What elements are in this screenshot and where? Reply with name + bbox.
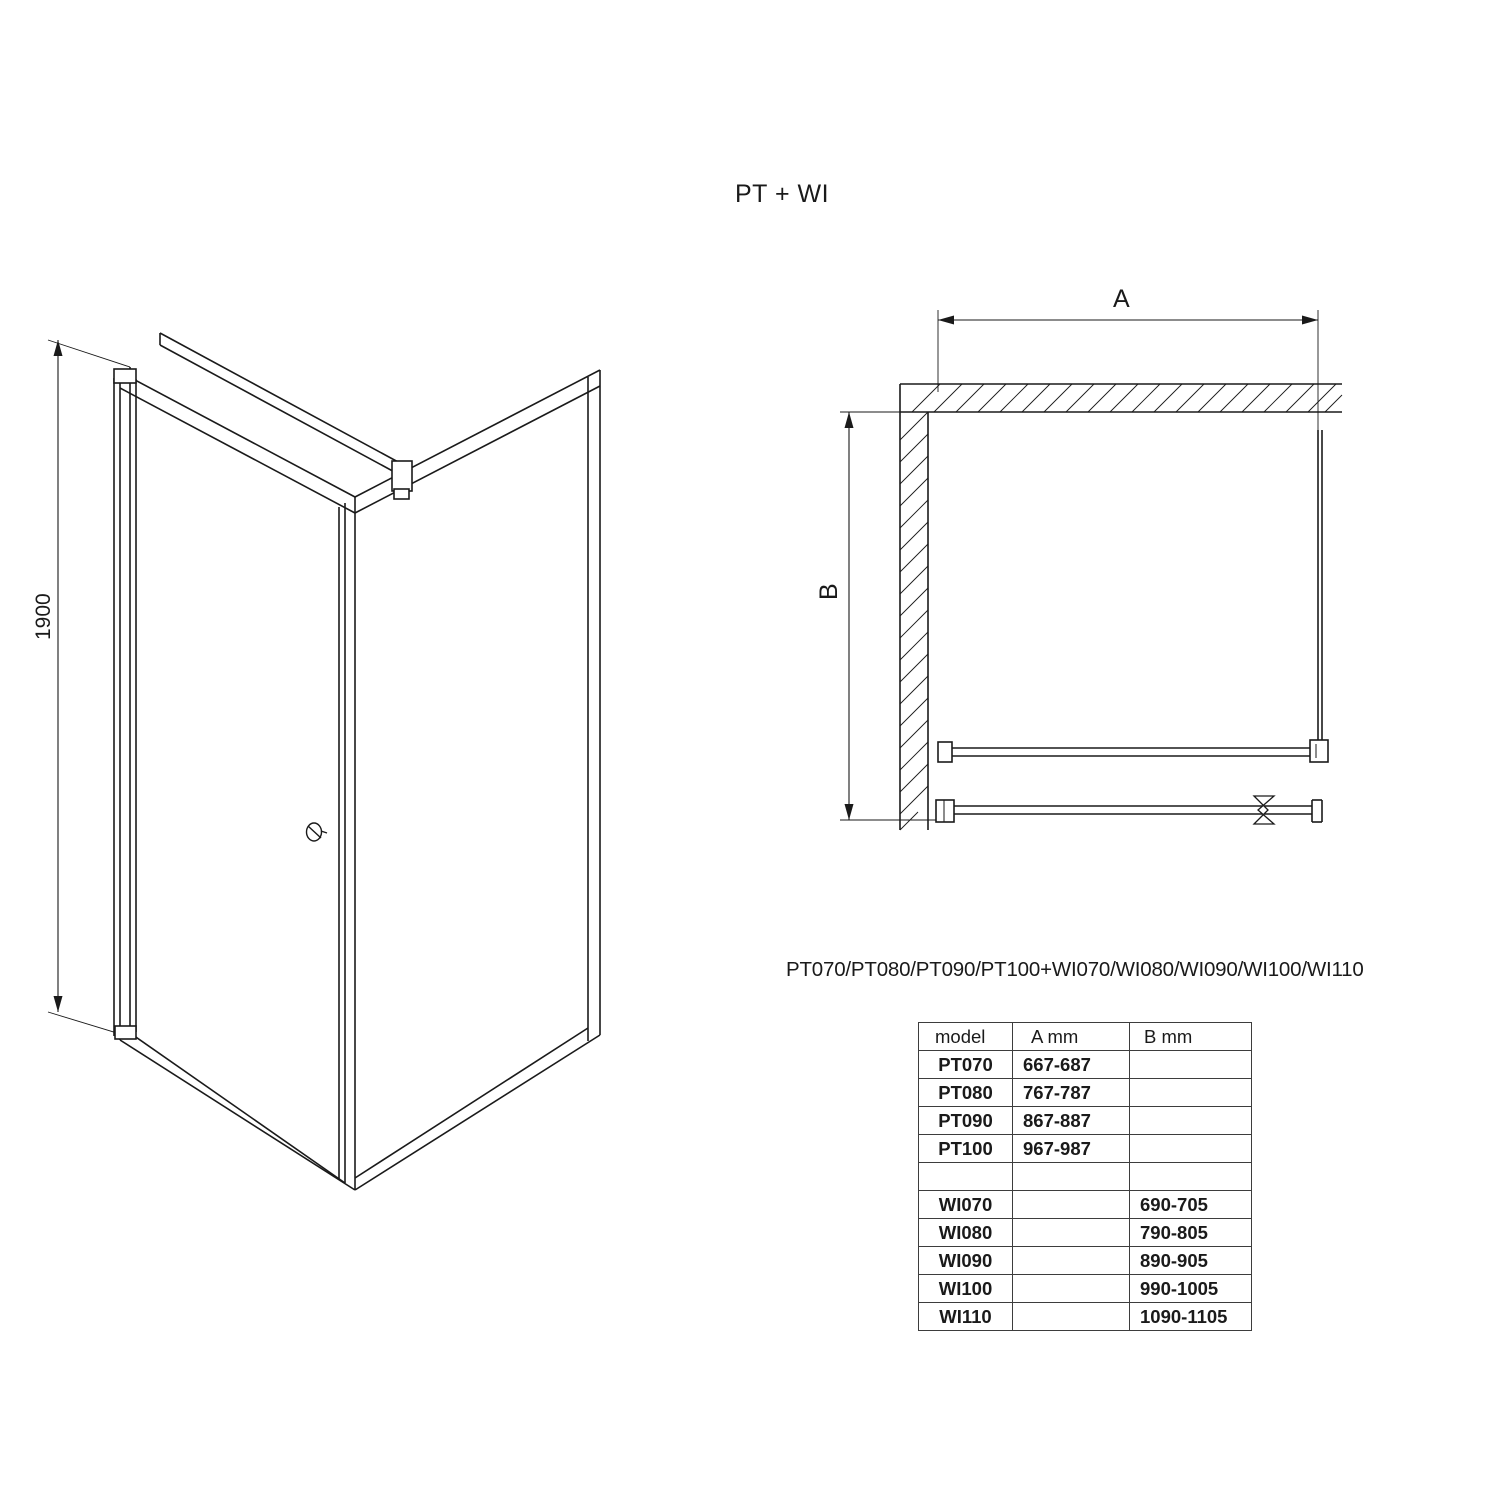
cell-a: 867-887: [1013, 1107, 1130, 1135]
table-row: [919, 1303, 1252, 1331]
table-row: [919, 1107, 1252, 1135]
cell-b: 690-705: [1130, 1191, 1252, 1219]
cell-a: [1013, 1247, 1130, 1275]
cell-model: PT080: [919, 1079, 1013, 1107]
cell-a: [1013, 1191, 1130, 1219]
table-row: [919, 1219, 1252, 1247]
table-row: [919, 1079, 1252, 1107]
specification-table: [918, 1022, 1252, 1331]
table-row: [919, 1247, 1252, 1275]
cell-model: PT100: [919, 1135, 1013, 1163]
model-codes-caption: PT070/PT080/PT090/PT100+WI070/WI080/WI090/WI100/WI110: [786, 958, 1364, 981]
cell-model: WI070: [919, 1191, 1013, 1219]
cell-model: [919, 1163, 1013, 1191]
cell-a: [1013, 1163, 1130, 1191]
cell-a: 967-987: [1013, 1135, 1130, 1163]
cell-a: [1013, 1275, 1130, 1303]
cell-b: 1090-1105: [1130, 1303, 1252, 1331]
cell-model: WI080: [919, 1219, 1013, 1247]
column-header-b: B mm: [1130, 1023, 1252, 1051]
cell-a: [1013, 1219, 1130, 1247]
cell-model: PT090: [919, 1107, 1013, 1135]
column-header-model: model: [919, 1023, 1013, 1051]
cell-model: WI090: [919, 1247, 1013, 1275]
dimension-a-label: A: [1113, 285, 1130, 313]
table-row: [919, 1275, 1252, 1303]
cell-b: [1130, 1107, 1252, 1135]
table-row-spacer: [919, 1163, 1252, 1191]
cell-b: [1130, 1163, 1252, 1191]
cell-b: [1130, 1051, 1252, 1079]
cell-model: PT070: [919, 1051, 1013, 1079]
table-row: [919, 1051, 1252, 1079]
cell-b: 890-905: [1130, 1247, 1252, 1275]
dimension-b-label: B: [815, 583, 843, 600]
table-row: [919, 1191, 1252, 1219]
cell-model: WI100: [919, 1275, 1013, 1303]
table-row: [919, 1135, 1252, 1163]
cell-b: 990-1005: [1130, 1275, 1252, 1303]
cell-b: [1130, 1079, 1252, 1107]
cell-a: 667-687: [1013, 1051, 1130, 1079]
cell-a: [1013, 1303, 1130, 1331]
page-title: PT + WI: [735, 180, 830, 208]
table-header-row: [919, 1023, 1252, 1051]
height-dimension-label: 1900: [32, 593, 55, 640]
cell-a: 767-787: [1013, 1079, 1130, 1107]
cell-b: [1130, 1135, 1252, 1163]
column-header-a: A mm: [1013, 1023, 1130, 1051]
cell-b: 790-805: [1130, 1219, 1252, 1247]
cell-model: WI110: [919, 1303, 1013, 1331]
